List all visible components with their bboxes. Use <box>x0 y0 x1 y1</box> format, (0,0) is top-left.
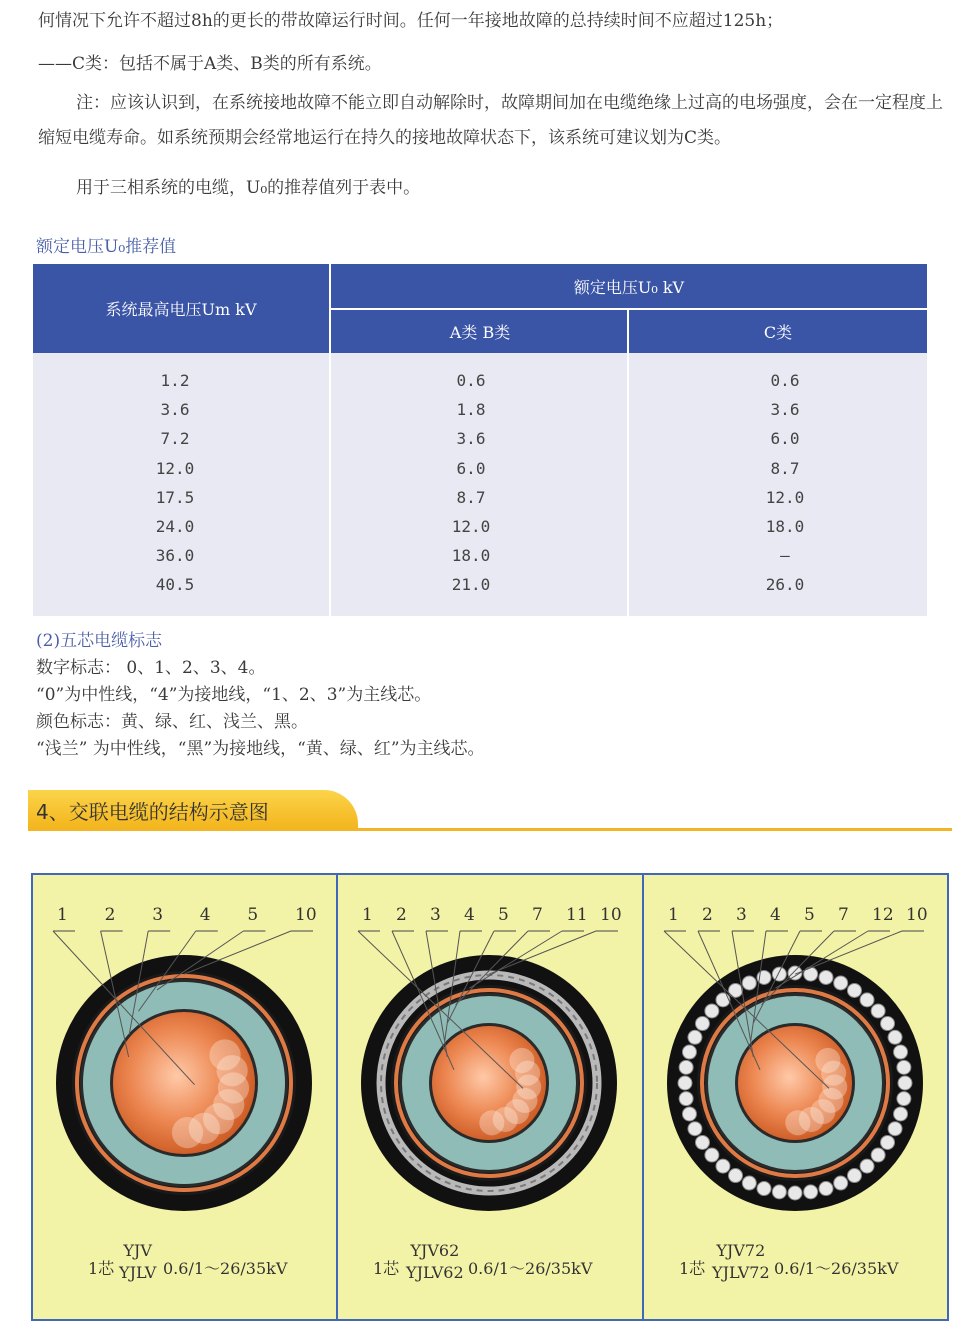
core-count: 1芯 <box>373 1259 400 1278</box>
body-divider-2 <box>627 353 629 616</box>
cell-c: 12.0 <box>765 487 805 507</box>
armor-wire <box>804 1185 818 1199</box>
layer-label: 2 <box>396 905 407 925</box>
cell-um: 17.5 <box>155 487 195 507</box>
armor-wire <box>888 1030 902 1044</box>
armor-wire <box>705 1004 719 1018</box>
cell-ab: 1.8 <box>456 400 486 420</box>
group-header-uo: 额定电压U₀ kV <box>573 277 685 297</box>
table-header <box>33 264 927 353</box>
armor-wire <box>898 1076 912 1090</box>
model-copper: YJV72 <box>716 1241 766 1260</box>
cell-um: 36.0 <box>155 546 195 566</box>
cell-ab: 18.0 <box>451 546 491 566</box>
layer-label: 11 <box>566 905 588 925</box>
cable-panel <box>338 875 641 1319</box>
armor-wire <box>772 967 786 981</box>
armor-wire <box>860 1159 874 1173</box>
armor-wire <box>688 1122 702 1136</box>
cell-ab: 21.0 <box>451 575 491 595</box>
layer-label: 5 <box>498 905 509 925</box>
layer-label: 1 <box>362 905 373 925</box>
model-aluminum: YJLV <box>119 1263 157 1282</box>
armor-wire <box>679 1060 693 1074</box>
cable-panel <box>644 875 947 1319</box>
layer-label: 7 <box>838 905 849 925</box>
armor-wire <box>788 1186 802 1200</box>
armor-wire <box>695 1135 709 1149</box>
armor-wire <box>894 1045 908 1059</box>
armor-wire <box>772 1185 786 1199</box>
armor-wire <box>742 1176 756 1190</box>
cell-c: 0.6 <box>770 371 800 390</box>
armor-wire <box>819 1182 833 1196</box>
layer-label: 10 <box>906 905 928 925</box>
armor-wire <box>678 1076 692 1090</box>
five-core-title: (2)五芯电缆标志 <box>36 631 163 651</box>
layer-label: 5 <box>804 905 815 925</box>
voltage-rating: 0.6/1～26/35kV <box>774 1259 899 1278</box>
armor-wire <box>881 1017 895 1031</box>
voltage-rating: 0.6/1～26/35kV <box>163 1259 288 1278</box>
layer-label: 4 <box>464 905 475 925</box>
layer-label: 7 <box>532 905 543 925</box>
model-copper: YJV62 <box>410 1241 460 1260</box>
armor-wire <box>881 1135 895 1149</box>
header-divider-2 <box>627 310 629 353</box>
intro-note: 注：应该认识到，在系统接地故障不能立即自动解除时，故障期间加在电缆绝缘上过高的电场强度，会在一定程度上缩短电缆寿命。如系统预期会经常地运行在持久的接地故障状态下，该系统可建议划为C类。 <box>38 93 943 148</box>
armor-wire <box>716 993 730 1007</box>
cable-diagrams <box>31 873 949 1321</box>
col-header-um: 系统最高电压Um kV <box>105 300 257 319</box>
cell-um: 40.5 <box>155 575 195 595</box>
cell-ab: 6.0 <box>456 458 486 478</box>
col-header-c: C类 <box>763 323 793 342</box>
banner-line <box>28 828 952 831</box>
cell-ab: 3.6 <box>456 429 486 449</box>
layer-label: 10 <box>295 905 317 925</box>
armor-wire <box>679 1092 693 1106</box>
intro-line-1: 何情况下允许不超过8h的更长的带故障运行时间。任何一年接地故障的总持续时间不应超过125h； <box>38 11 784 31</box>
intro-line-2: ——C类：包括不属于A类、B类的所有系统。 <box>38 54 382 74</box>
cell-ab: 8.7 <box>456 487 486 507</box>
armor-wire <box>897 1060 911 1074</box>
armor-wire <box>834 1176 848 1190</box>
armor-wire <box>716 1159 730 1173</box>
model-copper: YJV <box>123 1241 152 1260</box>
armor-wire <box>682 1045 696 1059</box>
section-title: 4、交联电缆的结构示意图 <box>36 800 269 824</box>
layer-label: 4 <box>199 905 211 925</box>
model-names <box>712 1240 770 1284</box>
model-aluminum: YJLV72 <box>712 1263 770 1282</box>
cable-panel <box>33 875 336 1319</box>
armor-wire <box>847 983 861 997</box>
armor-wire <box>860 993 874 1007</box>
armor-wire <box>834 976 848 990</box>
cell-um: 12.0 <box>155 458 195 478</box>
layer-label: 2 <box>702 905 713 925</box>
core-count: 1芯 <box>88 1259 115 1278</box>
layer-label: 3 <box>152 905 164 925</box>
armor-wire <box>705 1148 719 1162</box>
layer-label: 3 <box>736 905 747 925</box>
table-body <box>33 353 927 616</box>
model-names <box>119 1240 156 1284</box>
layer-label: 1 <box>57 905 68 925</box>
layer-label: 1 <box>668 905 679 925</box>
cell-c: 6.0 <box>770 429 800 449</box>
model-aluminum: YJLV62 <box>406 1263 464 1282</box>
armor-wire <box>695 1017 709 1031</box>
cable-caption <box>644 1240 947 1290</box>
cell-um: 7.2 <box>160 429 190 449</box>
model-names <box>406 1240 464 1284</box>
layer-label: 2 <box>104 905 116 925</box>
armor-wire <box>742 976 756 990</box>
armor-wire <box>897 1092 911 1106</box>
armor-wire <box>871 1004 885 1018</box>
layer-label: 3 <box>430 905 441 925</box>
voltage-rating: 0.6/1～26/35kV <box>468 1259 593 1278</box>
armor-wire <box>819 970 833 984</box>
cable-caption <box>338 1240 641 1290</box>
armor-wire <box>894 1107 908 1121</box>
table-caption: 额定电压U₀推荐值 <box>36 237 177 257</box>
layer-label: 12 <box>872 905 894 925</box>
armor-wire <box>847 1169 861 1183</box>
header-divider-h <box>331 308 927 310</box>
cell-ab: 0.6 <box>456 371 486 390</box>
armor-wire <box>757 1182 771 1196</box>
digit-desc: “0”为中性线，“4”为接地线，“1、2、3”为主线芯。 <box>36 685 432 705</box>
armor-wire <box>888 1122 902 1136</box>
cell-um: 24.0 <box>155 517 195 536</box>
body-divider-1 <box>329 353 331 616</box>
cell-c: 18.0 <box>765 517 805 536</box>
armor-wire <box>729 983 743 997</box>
intro-uo-line: 用于三相系统的电缆，U₀的推荐值列于表中。 <box>76 178 421 198</box>
cell-c: 3.6 <box>770 400 800 420</box>
armor-wire <box>729 1169 743 1183</box>
layer-label: 5 <box>247 905 259 925</box>
five-core-section <box>36 628 485 763</box>
core-count: 1芯 <box>679 1259 706 1278</box>
digit-mark: 数字标志： 0、1、2、3、4。 <box>36 658 266 678</box>
col-header-ab: A类 B类 <box>449 323 511 342</box>
cell-um: 3.6 <box>160 400 190 420</box>
layer-label: 10 <box>600 905 622 925</box>
cell-c: — <box>780 546 790 566</box>
cell-c: 26.0 <box>765 575 805 595</box>
color-desc: “浅兰” 为中性线，“黑”为接地线，“黄、绿、红”为主线芯。 <box>36 739 485 759</box>
cable-caption <box>33 1240 336 1290</box>
cell-um: 1.2 <box>160 371 190 390</box>
armor-wire <box>871 1148 885 1162</box>
armor-wire <box>688 1030 702 1044</box>
cell-ab: 12.0 <box>451 517 491 536</box>
section-banner <box>28 790 952 832</box>
color-mark: 颜色标志：黄、绿、红、浅兰、黑。 <box>36 712 308 732</box>
layer-label: 4 <box>770 905 781 925</box>
armor-wire <box>682 1107 696 1121</box>
uo-table <box>33 264 927 616</box>
cell-c: 8.7 <box>770 458 800 478</box>
